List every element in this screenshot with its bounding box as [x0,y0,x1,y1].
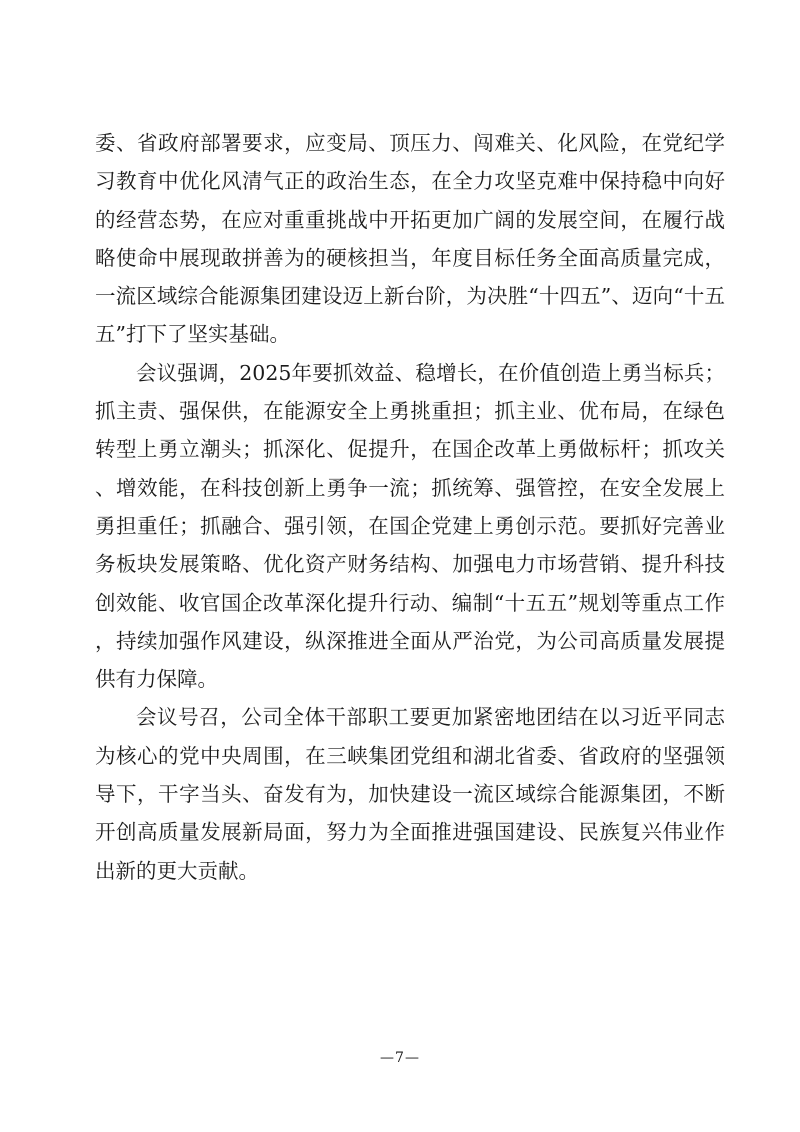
document-body [95,124,725,890]
paragraph-meeting-emphasis: 会议强调，2025年要抓效益、稳增长，在价值创造上勇当标兵；抓主责、强保供，在能源安全上勇挑重担；抓主业、优布局，在绿色转型上勇立潮头；抓深化、促提升，在国企改革上勇做标杆；抓攻关、增效能，在科技创新上勇争一流；抓统筹、强管控，在安全发展上勇担重任；抓融合、强引领，在国企党建上勇创示范。要抓好完善业务板块发展策略、优化资产财务结构、加强电力市场营销、提升科技创效能、收官国企改革深化提升行动、编制“十五五”规划等重点工作，持续加强作风建设，纵深推进全面从严治党，为公司高质量发展提供有力保障。 [95,360,725,692]
page-number: —7— [380,1050,420,1066]
paragraph-continuation: 委、省政府部署要求，应变局、顶压力、闯难关、化风险，在党纪学习教育中优化风清气正的政治生态，在全力攻坚克难中保持稳中向好的经营态势，在应对重重挑战中开拓更加广阔的发展空间，在履行战略使命中展现敢拼善为的硬核担当，年度目标任务全面高质量完成，一流区域综合能源集团建设迈上新台阶，为决胜“十四五”、迈向“十五五”打下了坚实基础。 [95,131,725,347]
paragraph-meeting-call: 会议号召，公司全体干部职工要更加紧密地团结在以习近平同志为核心的党中央周围，在三峡集团党组和湖北省委、省政府的坚强领导下，干字当头、奋发有为，加快建设一流区域综合能源集团，不断开创高质量发展新局面，努力为全面推进强国建设、民族复兴伟业作出新的更大贡献。 [95,705,725,883]
